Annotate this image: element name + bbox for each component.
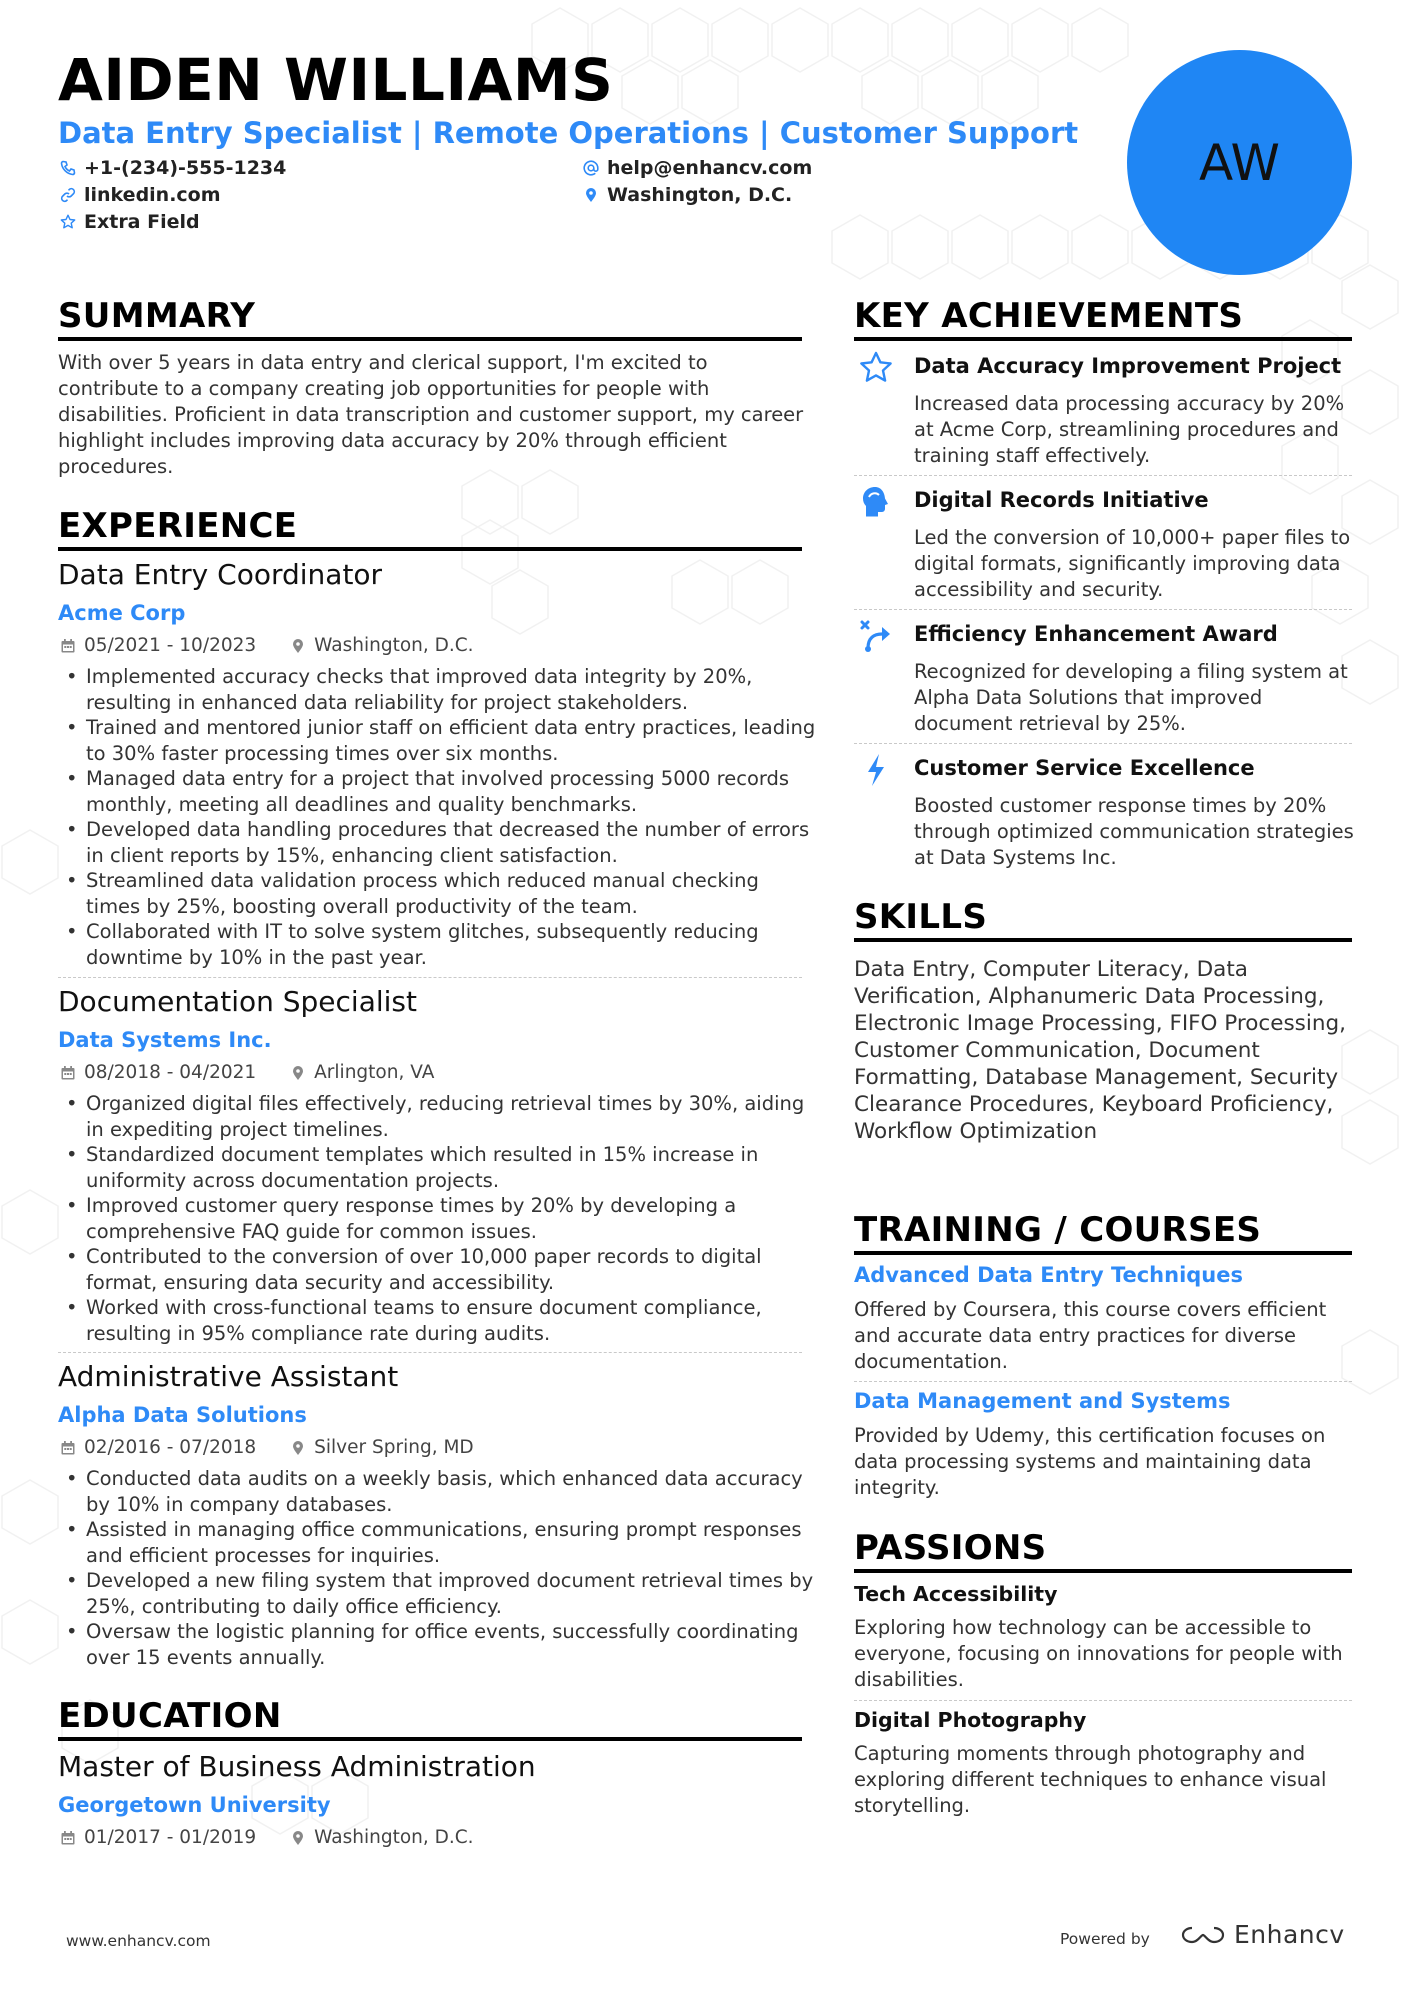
- education-heading: EDUCATION: [58, 1696, 282, 1736]
- education-school: Georgetown University: [58, 1793, 331, 1817]
- job-bullets: [58, 664, 818, 970]
- job-location: Arlington, VA: [314, 1062, 435, 1083]
- passion-text: Exploring how technology can be accessible to everyone, focusing on innovations for people with disabilities.: [854, 1616, 1343, 1691]
- job-location: Silver Spring, MD: [314, 1437, 474, 1458]
- job-company: Alpha Data Solutions: [58, 1403, 307, 1427]
- extra-field-text: Extra Field: [84, 211, 200, 233]
- list-item: • Improved customer query response times by 20% by developing a comprehensive FAQ guide for common issues.: [58, 1193, 818, 1244]
- skills-heading: SKILLS: [854, 897, 988, 937]
- training-rule: [854, 1251, 1352, 1255]
- list-item: • Collaborated with IT to solve system glitches, subsequently reducing downtime by 10% in the past year.: [58, 919, 818, 970]
- education-meta: [60, 1827, 474, 1848]
- divider: [854, 609, 1352, 610]
- divider: [58, 1352, 802, 1353]
- route-arrow-icon: [858, 618, 894, 654]
- link-icon: [60, 187, 76, 203]
- contact-extra-field: [60, 211, 200, 233]
- education-rule: [58, 1737, 802, 1741]
- achievement-text: Increased data processing accuracy by 20% at Acme Corp, streamlining procedures and training staff effectively.: [914, 392, 1345, 467]
- course-title: Data Management and Systems: [854, 1389, 1231, 1413]
- passion-text: Capturing moments through photography and exploring different techniques to enhance visual storytelling.: [854, 1742, 1327, 1817]
- job-dates: 05/2021 - 10/2023: [84, 635, 257, 656]
- passion-title: Digital Photography: [854, 1708, 1087, 1732]
- achievement-text: Recognized for developing a filing system at Alpha Data Solutions that improved document retrieval by 25%.: [914, 660, 1348, 735]
- divider: [854, 1700, 1352, 1701]
- phone-text: +1-(234)-555-1234: [84, 157, 287, 179]
- achievement-title: Digital Records Initiative: [914, 488, 1209, 512]
- contact-email[interactable]: [583, 157, 812, 179]
- contact-location: [583, 184, 792, 206]
- education-location: Washington, D.C.: [314, 1827, 474, 1848]
- divider: [854, 743, 1352, 744]
- job-role: Documentation Specialist: [58, 985, 417, 1018]
- training-heading: TRAINING / COURSES: [854, 1210, 1262, 1250]
- summary-text: With over 5 years in data entry and clerical support, I'm excited to contribute to a company creating job opportunities for people with disabilities. Proficient in data transcription and customer support, my career highlight includes improving data accuracy by 20% through efficient procedures.: [58, 351, 804, 478]
- job-role: Administrative Assistant: [58, 1360, 399, 1393]
- calendar-icon: [60, 1065, 76, 1081]
- list-item: • Implemented accuracy checks that improved data integrity by 20%, resulting in enhanced data reliability for project stakeholders.: [58, 664, 818, 715]
- course-title: Advanced Data Entry Techniques: [854, 1263, 1243, 1287]
- calendar-icon: [60, 638, 76, 654]
- contact-phone[interactable]: [60, 157, 286, 179]
- course-text: Provided by Udemy, this certification focuses on data processing systems and maintaining data integrity.: [854, 1424, 1326, 1499]
- list-item: • Developed data handling procedures that decreased the number of errors in client reports by 15%, enhancing client satisfaction.: [58, 817, 818, 868]
- job-company: Data Systems Inc.: [58, 1028, 272, 1052]
- list-item: • Developed a new filing system that improved document retrieval times by 25%, contributing to daily office efficiency.: [58, 1568, 818, 1619]
- job-bullets: [58, 1466, 818, 1670]
- footer-powered-by: Powered by: [1060, 1930, 1150, 1948]
- avatar-initials: AW: [1199, 133, 1280, 192]
- list-item: • Assisted in managing office communications, ensuring prompt responses and efficient processes for inquiries.: [58, 1517, 818, 1568]
- location-pin-icon: [290, 638, 306, 654]
- head-profile-icon: [858, 484, 894, 520]
- divider: [854, 475, 1352, 476]
- list-item: • Streamlined data validation process which reduced manual checking times by 25%, boosting overall productivity of the team.: [58, 868, 818, 919]
- achievement-title: Efficiency Enhancement Award: [914, 622, 1278, 646]
- phone-icon: [60, 160, 76, 176]
- skills-rule: [854, 938, 1352, 942]
- job-dates: 02/2016 - 07/2018: [84, 1437, 257, 1458]
- divider: [58, 977, 802, 978]
- list-item: • Organized digital files effectively, reducing retrieval times by 30%, aiding in expediting project timelines.: [58, 1091, 818, 1142]
- calendar-icon: [60, 1440, 76, 1456]
- job-bullets: [58, 1091, 818, 1346]
- experience-rule: [58, 547, 802, 551]
- at-icon: [583, 160, 599, 176]
- job-meta: [60, 635, 474, 656]
- job-role: Data Entry Coordinator: [58, 558, 383, 591]
- location-pin-icon: [290, 1830, 306, 1846]
- candidate-name: AIDEN WILLIAMS: [58, 46, 614, 114]
- skills-text: Data Entry, Computer Literacy, Data Verification, Alphanumeric Data Processing, Electronic Image Processing, FIFO Processing, Customer Communication, Document Formatting, Database Management, Security Clearance Procedures, Keyboard Proficiency, Workflow Optimization: [854, 957, 1346, 1144]
- course-text: Offered by Coursera, this course covers efficient and accurate data entry practices for diverse documentation.: [854, 1298, 1327, 1373]
- education-dates: 01/2017 - 01/2019: [84, 1827, 257, 1848]
- list-item: • Conducted data audits on a weekly basis, which enhanced data accuracy by 10% in company databases.: [58, 1466, 818, 1517]
- location-pin-icon: [290, 1065, 306, 1081]
- linkedin-text: linkedin.com: [84, 184, 221, 206]
- list-item: • Contributed to the conversion of over 10,000 paper records to digital format, ensuring data security and accessibility.: [58, 1244, 818, 1295]
- list-item: • Trained and mentored junior staff on efficient data entry practices, leading to 30% faster processing times over six months.: [58, 715, 818, 766]
- list-item: • Managed data entry for a project that involved processing 5000 records monthly, meeting all deadlines and quality benchmarks.: [58, 766, 818, 817]
- job-company: Acme Corp: [58, 601, 186, 625]
- footer-website[interactable]: www.enhancv.com: [66, 1932, 211, 1950]
- passion-title: Tech Accessibility: [854, 1582, 1058, 1606]
- email-text: help@enhancv.com: [607, 157, 813, 179]
- location-text: Washington, D.C.: [607, 184, 793, 206]
- lightning-bolt-icon: [858, 752, 894, 788]
- achievement-text: Boosted customer response times by 20% through optimized communication strategies at Data Systems Inc.: [914, 794, 1354, 869]
- education-degree: Master of Business Administration: [58, 1750, 536, 1783]
- experience-heading: EXPERIENCE: [58, 506, 298, 546]
- enhancv-logo-icon: [1180, 1924, 1226, 1946]
- achievement-title: Customer Service Excellence: [914, 756, 1255, 780]
- achievement-title: Data Accuracy Improvement Project: [914, 354, 1342, 378]
- achievement-text: Led the conversion of 10,000+ paper files to digital formats, significantly improving data accessibility and security.: [914, 526, 1351, 601]
- summary-heading: SUMMARY: [58, 296, 256, 336]
- star-icon: [60, 214, 76, 230]
- location-pin-icon: [583, 187, 599, 203]
- list-item: • Standardized document templates which resulted in 15% increase in uniformity across documentation projects.: [58, 1142, 818, 1193]
- contact-linkedin[interactable]: [60, 184, 221, 206]
- brand-logo[interactable]: [1180, 1920, 1345, 1949]
- job-location: Washington, D.C.: [314, 635, 474, 656]
- headline: Data Entry Specialist | Remote Operations | Customer Support: [58, 116, 1079, 150]
- job-meta: [60, 1062, 434, 1083]
- list-item: • Oversaw the logistic planning for office events, successfully coordinating over 15 events annually.: [58, 1619, 818, 1670]
- divider: [854, 1381, 1352, 1382]
- passions-heading: PASSIONS: [854, 1528, 1047, 1568]
- summary-rule: [58, 337, 802, 341]
- achievements-rule: [854, 337, 1352, 341]
- star-outline-icon: [858, 350, 894, 386]
- achievements-heading: KEY ACHIEVEMENTS: [854, 296, 1244, 336]
- job-dates: 08/2018 - 04/2021: [84, 1062, 257, 1083]
- location-pin-icon: [290, 1440, 306, 1456]
- avatar: [1127, 50, 1352, 275]
- calendar-icon: [60, 1830, 76, 1846]
- brand-name: Enhancv: [1234, 1920, 1345, 1949]
- job-meta: [60, 1437, 474, 1458]
- passions-rule: [854, 1569, 1352, 1573]
- list-item: • Worked with cross-functional teams to ensure document compliance, resulting in 95% compliance rate during audits.: [58, 1295, 818, 1346]
